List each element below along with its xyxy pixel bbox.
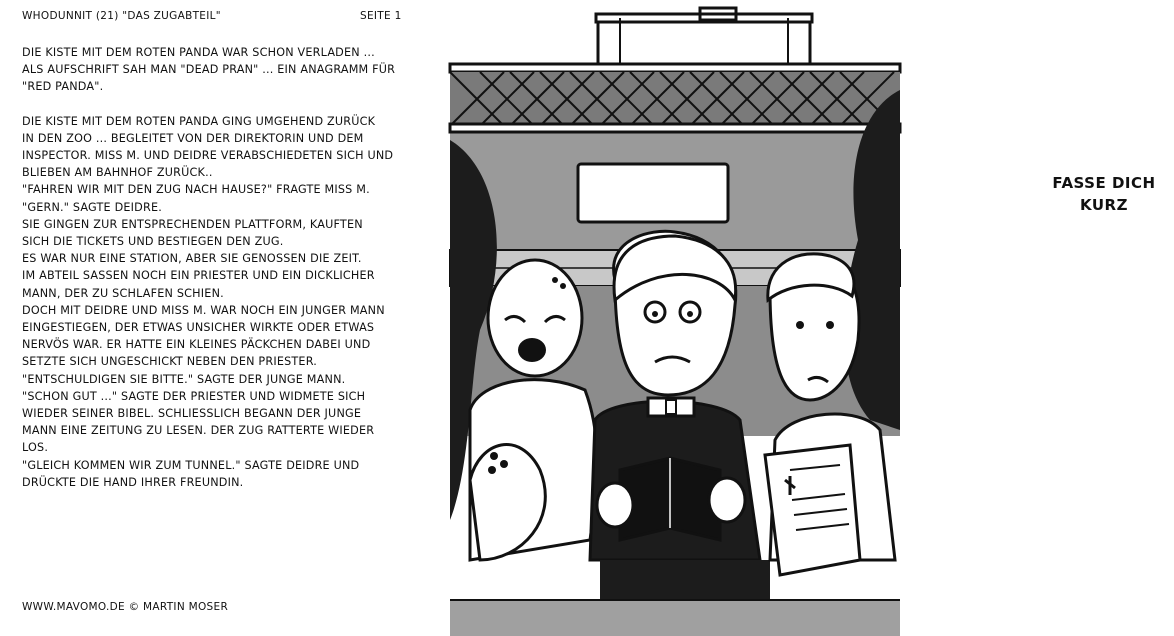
story-line: ALS AUFSCHRIFT SAH MAN "DEAD PRAN" ... EIN ANAGRAMM FÜR [22, 63, 396, 77]
story-line: WIEDER SEINER BIBEL. SCHLIESSLICH BEGANN DER JUNGE [22, 407, 362, 421]
comic-illustration [450, 0, 900, 636]
story-text [22, 44, 427, 491]
story-line: LOS. [22, 441, 49, 455]
sign-line-1: FASSE DICH [1052, 174, 1156, 192]
story-line: BLIEBEN AM BAHNHOF ZURÜCK.. [22, 166, 213, 180]
sign-text [1034, 172, 1174, 216]
header-title: WHODUNNIT (21) "DAS ZUGABTEIL" [22, 10, 221, 22]
story-line: MANN, DER ZU SCHLAFEN SCHIEN. [22, 286, 224, 300]
sign-line-2: KURZ [1080, 196, 1128, 214]
newspaper-icon [765, 445, 860, 575]
story-line: IN DEN ZOO ... BEGLEITET VON DER DIREKTORIN UND DEM [22, 131, 364, 145]
story-line: EINGESTIEGEN, DER ETWAS UNSICHER WIRKTE ODER ETWAS [22, 321, 375, 335]
footer-credit: WWW.MAVOMO.DE © MARTIN MOSER [22, 601, 229, 613]
story-line: "GERN." SAGTE DEIDRE. [22, 200, 162, 214]
text-page [0, 0, 450, 636]
story-line: INSPECTOR. MISS M. UND DEIDRE VERABSCHIEDETEN SICH UND [22, 149, 394, 163]
story-line: DRÜCKTE DIE HAND IHRER FREUNDIN. [22, 475, 244, 489]
sleeping-man-icon [470, 260, 597, 560]
story-line: "ENTSCHULDIGEN SIE BITTE." SAGTE DER JUNGE MANN. [22, 372, 346, 386]
story-line: SIE GINGEN ZUR ENTSPRECHENDEN PLATTFORM, KAUFTEN [22, 217, 363, 231]
story-line: SICH DIE TICKETS UND BESTIEGEN DEN ZUG. [22, 235, 284, 249]
story-line: ES WAR NUR EINE STATION, ABER SIE GENOSSEN DIE ZEIT. [22, 252, 362, 266]
story-line: NERVÖS WAR. ER HATTE EIN KLEINES PÄCKCHEN DABEI UND [22, 338, 371, 352]
suitcase-icon [596, 8, 812, 66]
luggage-rack-icon [450, 64, 900, 132]
story-line: "GLEICH KOMMEN WIR ZUM TUNNEL." SAGTE DEIDRE UND [22, 458, 360, 472]
story-line: IM ABTEIL SASSEN NOCH EIN PRIESTER UND EIN DICKLICHER [22, 269, 375, 283]
story-line: DOCH MIT DEIDRE UND MISS M. WAR NOCH EIN JUNGER MANN [22, 303, 385, 317]
story-line: DIE KISTE MIT DEM ROTEN PANDA GING UMGEHEND ZURÜCK [22, 114, 376, 128]
comic-panel [450, 0, 1156, 636]
story-line-blank [22, 96, 427, 113]
story-line: DIE KISTE MIT DEM ROTEN PANDA WAR SCHON VERLADEN ... [22, 46, 375, 59]
story-line: "FAHREN WIR MIT DEN ZUG NACH HAUSE?" FRAGTE MISS M. [22, 183, 370, 197]
page-number: SEITE 1 [360, 10, 402, 22]
story-line: "SCHON GUT ..." SAGTE DER PRIESTER UND WIDMETE SICH [22, 389, 366, 403]
story-line: "RED PANDA". [22, 80, 104, 94]
sign-icon [578, 164, 728, 222]
story-line: SETZTE SICH UNGESCHICKT NEBEN DEN PRIESTER. [22, 355, 318, 369]
story-line: MANN EINE ZEITUNG ZU LESEN. DER ZUG RATTERTE WIEDER [22, 424, 375, 438]
